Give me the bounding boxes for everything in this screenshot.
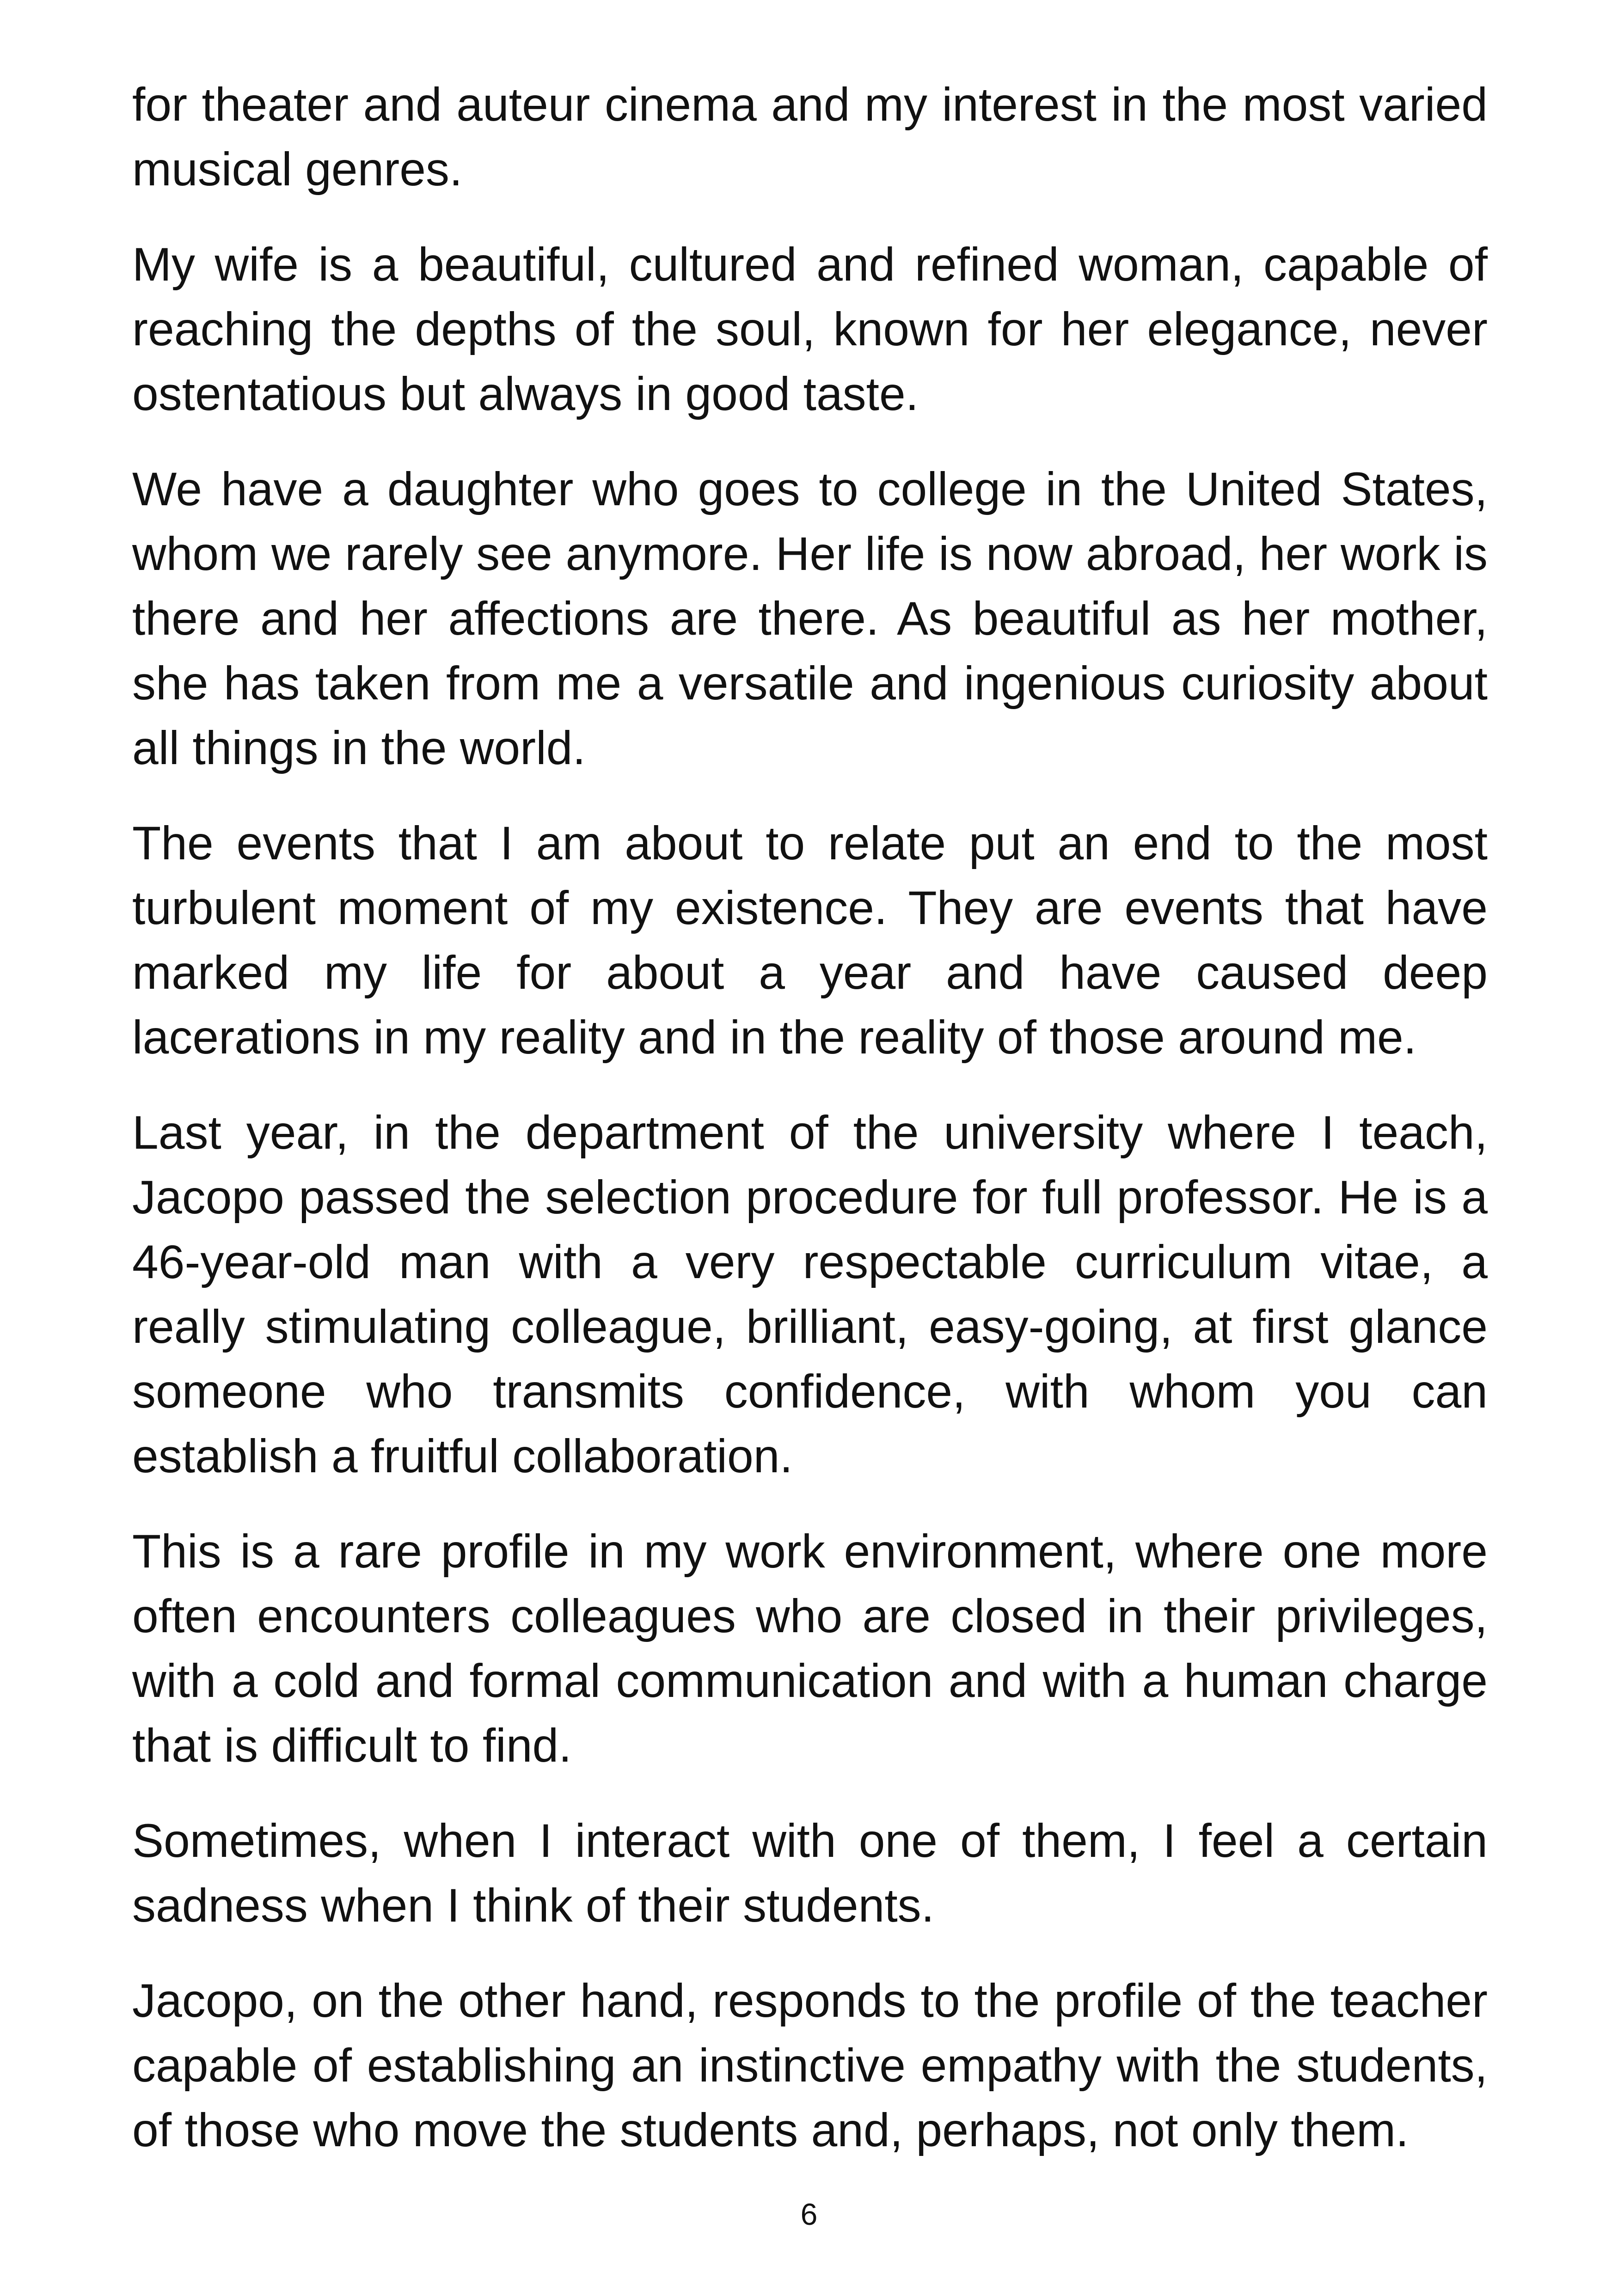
body-text: [132, 72, 1488, 2193]
paragraph-8: Jacopo, on the other hand, responds to the profile of the teacher capable of establishing an instinctive empathy with the students, of those who move the students and, perhaps, not only them.: [132, 1974, 1488, 2156]
paragraph-6: This is a rare profile in my work environment, where one more often encounters colleagues who are closed in their privileges, with a cold and formal communication and with a human charge that is difficult to find.: [132, 1525, 1488, 1772]
paragraph-1: for theater and auteur cinema and my interest in the most varied musical genres.: [132, 78, 1488, 196]
paragraph-4: The events that I am about to relate put an end to the most turbulent moment of my existence. They are events that have marked my life for about a year and have caused deep lacerations in my reality and in the reality of those around me.: [132, 817, 1488, 1064]
page-number: 6: [800, 2197, 818, 2231]
paragraph-7: Sometimes, when I interact with one of them, I feel a certain sadness when I think of their students.: [132, 1814, 1488, 1932]
paragraph-5: Last year, in the department of the university where I teach, Jacopo passed the selection procedure for full professor. He is a 46-year-old man with a very respectable curriculum vitae, a really stimulating colleague, brilliant, easy-going, at first glance someone who transmits confidence, with whom you can establish a fruitful collaboration.: [132, 1106, 1488, 1482]
paragraph-3: We have a daughter who goes to college in the United States, whom we rarely see anymore. Her life is now abroad, her work is there and her affections are there. As beautiful as her mother, she has taken from me a versatile and ingenious curiosity about all things in the world.: [132, 463, 1488, 774]
paragraph-2: My wife is a beautiful, cultured and refined woman, capable of reaching the depths of the soul, known for her elegance, never ostentatious but always in good taste.: [132, 238, 1488, 420]
